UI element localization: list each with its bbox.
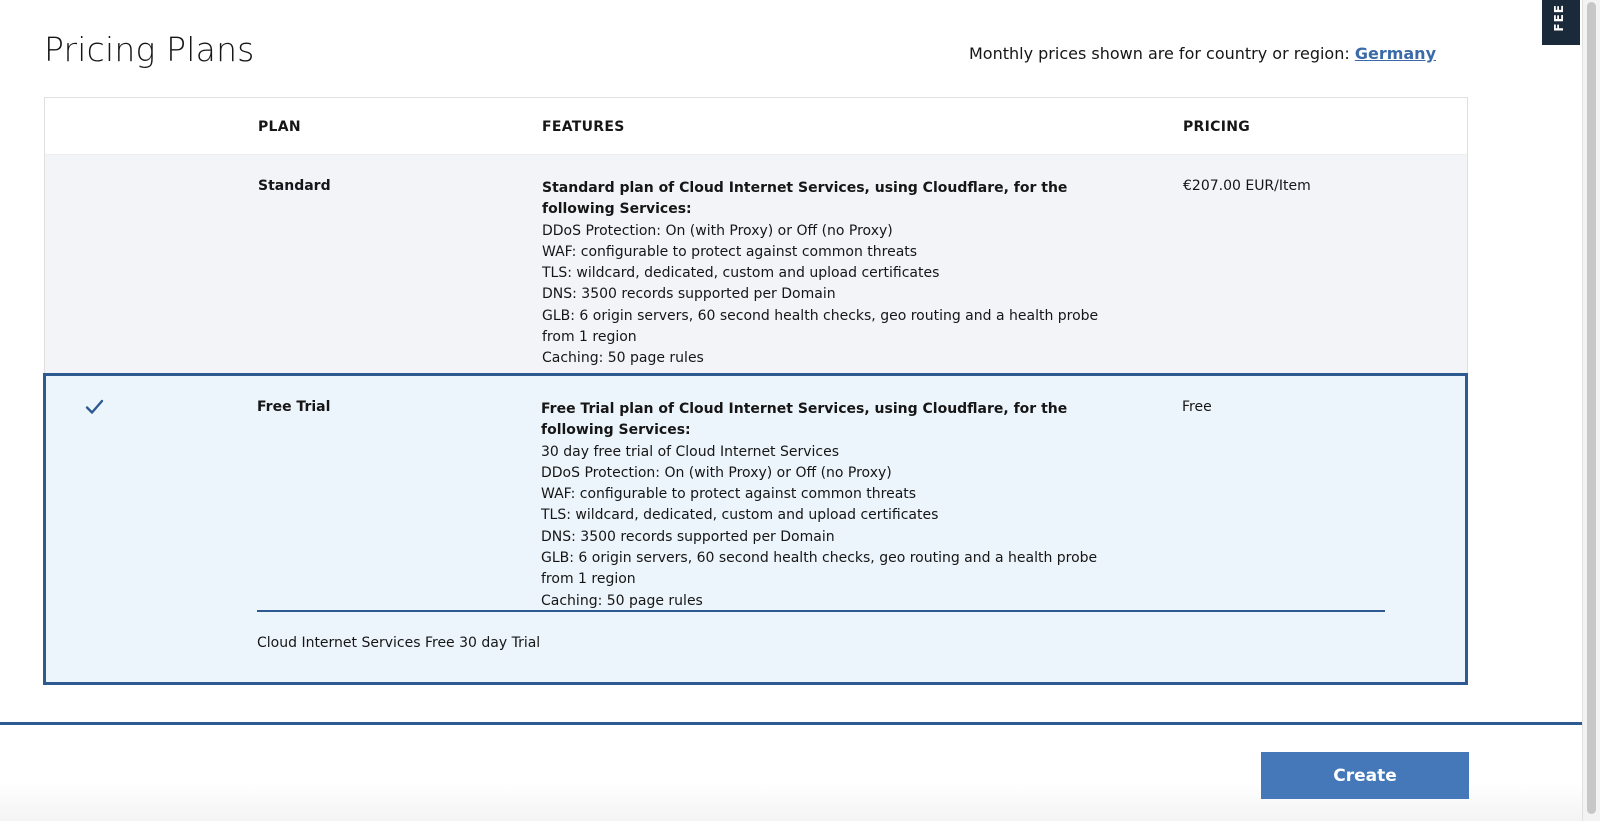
features-lead: Free Trial plan of Cloud Internet Services, using Cloudflare, for the following Services:: [541, 401, 1068, 439]
column-header-pricing: PRICING: [1183, 119, 1251, 135]
page-title: Pricing Plans: [44, 30, 255, 69]
plan-price: Free: [1182, 399, 1212, 415]
feedback-tab-label: FEE: [1552, 4, 1566, 32]
pricing-plans-table: [44, 97, 1468, 685]
region-note: [969, 44, 1436, 63]
plan-features: [542, 178, 1112, 370]
region-link[interactable]: Germany: [1354, 44, 1436, 63]
feature-line: DNS: 3500 records supported per Domain: [541, 528, 835, 545]
feature-line: GLB: 6 origin servers, 60 second health checks, geo routing and a health probe from 1 region: [541, 550, 1098, 588]
feature-line: Caching: 50 page rules: [541, 592, 703, 609]
plan-row-free-trial[interactable]: [43, 373, 1468, 685]
feature-line: DNS: 3500 records supported per Domain: [542, 286, 836, 303]
trial-footnote: Cloud Internet Services Free 30 day Trial: [257, 635, 541, 651]
plan-name: Free Trial: [257, 399, 331, 415]
feature-line: WAF: configurable to protect against common threats: [542, 243, 918, 260]
feature-line: DDoS Protection: On (with Proxy) or Off (no Proxy): [541, 464, 892, 481]
footer-bar: [0, 722, 1582, 821]
feature-line: Caching: 50 page rules: [542, 350, 704, 367]
page-scrollbar[interactable]: [1582, 0, 1600, 821]
column-header-plan: PLAN: [258, 119, 301, 135]
feature-line: GLB: 6 origin servers, 60 second health checks, geo routing and a health probe from 1 region: [542, 307, 1099, 346]
feature-line: 30 day free trial of Cloud Internet Services: [541, 443, 840, 460]
trial-divider: [257, 610, 1385, 612]
plan-features: [541, 399, 1111, 612]
scrollbar-thumb[interactable]: [1587, 2, 1596, 814]
plan-row-standard[interactable]: [45, 155, 1467, 373]
feedback-tab[interactable]: [1542, 0, 1580, 45]
feature-line: DDoS Protection: On (with Proxy) or Off (no Proxy): [542, 222, 893, 239]
column-header-features: FEATURES: [542, 119, 625, 135]
table-header: [45, 98, 1467, 155]
feature-line: TLS: wildcard, dedicated, custom and upload certificates: [542, 265, 940, 282]
feature-line: TLS: wildcard, dedicated, custom and upload certificates: [541, 507, 939, 524]
features-lead: Standard plan of Cloud Internet Services, using Cloudflare, for the following Services:: [542, 180, 1068, 218]
plan-name: Standard: [258, 178, 331, 194]
checkmark-icon: [83, 396, 105, 418]
feature-line: WAF: configurable to protect against common threats: [541, 486, 917, 503]
region-note-text: Monthly prices shown are for country or region:: [969, 44, 1355, 63]
create-button[interactable]: Create: [1261, 752, 1469, 799]
plan-price: €207.00 EUR/Item: [1183, 178, 1311, 194]
